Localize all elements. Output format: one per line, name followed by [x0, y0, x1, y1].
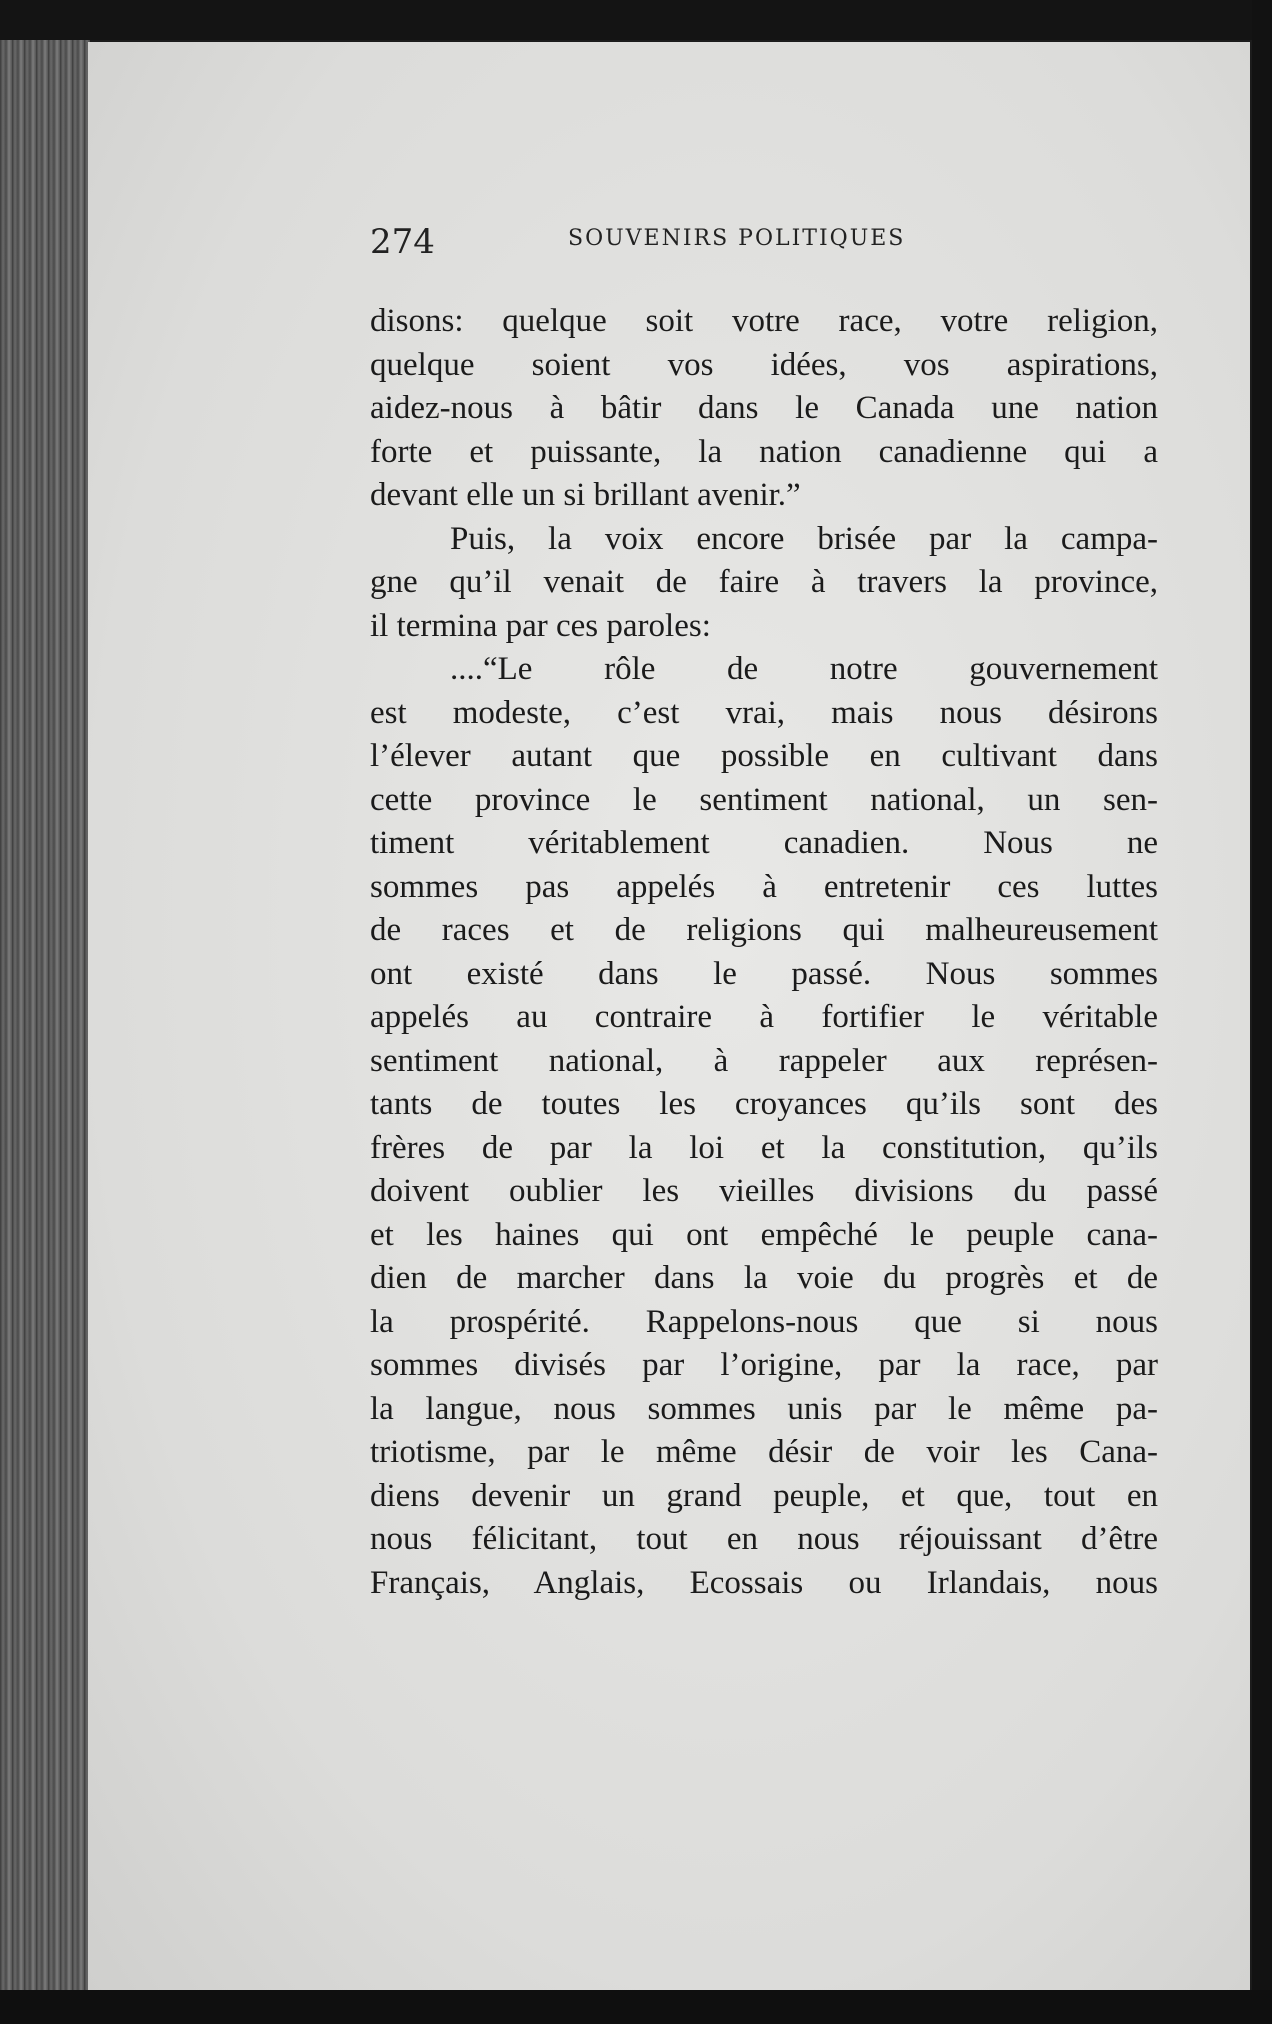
text-line: disons: quelque soit votre race, votre religion,	[370, 303, 1158, 339]
text-line: Puis, la voix encore brisée par la campa-	[450, 520, 1158, 557]
text-line: timent véritablement canadien. Nous ne	[370, 825, 1158, 861]
text-line: aidez-nous à bâtir dans le Canada une nation	[370, 390, 1158, 426]
page-number: 274	[370, 222, 435, 262]
text-line: sommes pas appelés à entretenir ces luttes	[370, 868, 1158, 905]
text-line: il termina par ces paroles:	[370, 607, 711, 644]
scanner-bottom-border	[0, 1990, 1272, 2024]
text-line: sentiment national, à rappeler aux représen-	[370, 1042, 1158, 1079]
scanner-right-border	[1252, 0, 1272, 2024]
page-header	[370, 222, 1160, 272]
text-line: Français, Anglais, Ecossais ou Irlandais, nous	[370, 1564, 1158, 1601]
text-line: ont existé dans le passé. Nous sommes	[370, 955, 1158, 992]
text-line: la prospérité. Rappelons-nous que si nous	[370, 1303, 1158, 1340]
text-line: de races et de religions qui malheureusement	[370, 912, 1158, 948]
text-line: frères de par la loi et la constitution, qu’ils	[370, 1129, 1158, 1166]
text-line: l’élever autant que possible en cultivant dans	[370, 738, 1158, 774]
text-line: quelque soient vos idées, vos aspirations,	[370, 346, 1158, 383]
text-line: diens devenir un grand peuple, et que, tout en	[370, 1477, 1158, 1514]
text-line: sommes divisés par l’origine, par la race, par	[370, 1347, 1158, 1383]
text-line: nous félicitant, tout en nous réjouissant d’être	[370, 1521, 1158, 1557]
text-line: et les haines qui ont empêché le peuple cana-	[370, 1216, 1158, 1253]
text-line: doivent oublier les vieilles divisions du passé	[370, 1173, 1158, 1209]
text-line: tants de toutes les croyances qu’ils sont des	[370, 1086, 1158, 1122]
text-line: devant elle un si brillant avenir.”	[370, 477, 801, 513]
text-line: est modeste, c’est vrai, mais nous désirons	[370, 694, 1158, 731]
text-line: gne qu’il venait de faire à travers la province,	[370, 564, 1158, 600]
text-line: la langue, nous sommes unis par le même pa-	[370, 1390, 1158, 1427]
text-line: ....“Le rôle de notre gouvernement	[450, 651, 1158, 687]
text-line: cette province le sentiment national, un sen-	[370, 781, 1158, 818]
body-text	[370, 300, 1158, 1605]
text-line: triotisme, par le même désir de voir les Cana-	[370, 1434, 1158, 1470]
text-line: forte et puissante, la nation canadienne qui a	[370, 433, 1158, 470]
running-head: SOUVENIRS POLITIQUES	[568, 226, 906, 251]
book-page-edges	[0, 40, 90, 1990]
text-line: dien de marcher dans la voie du progrès et de	[370, 1260, 1158, 1296]
scanner-top-border	[0, 0, 1272, 40]
text-line: appelés au contraire à fortifier le véritable	[370, 999, 1158, 1035]
